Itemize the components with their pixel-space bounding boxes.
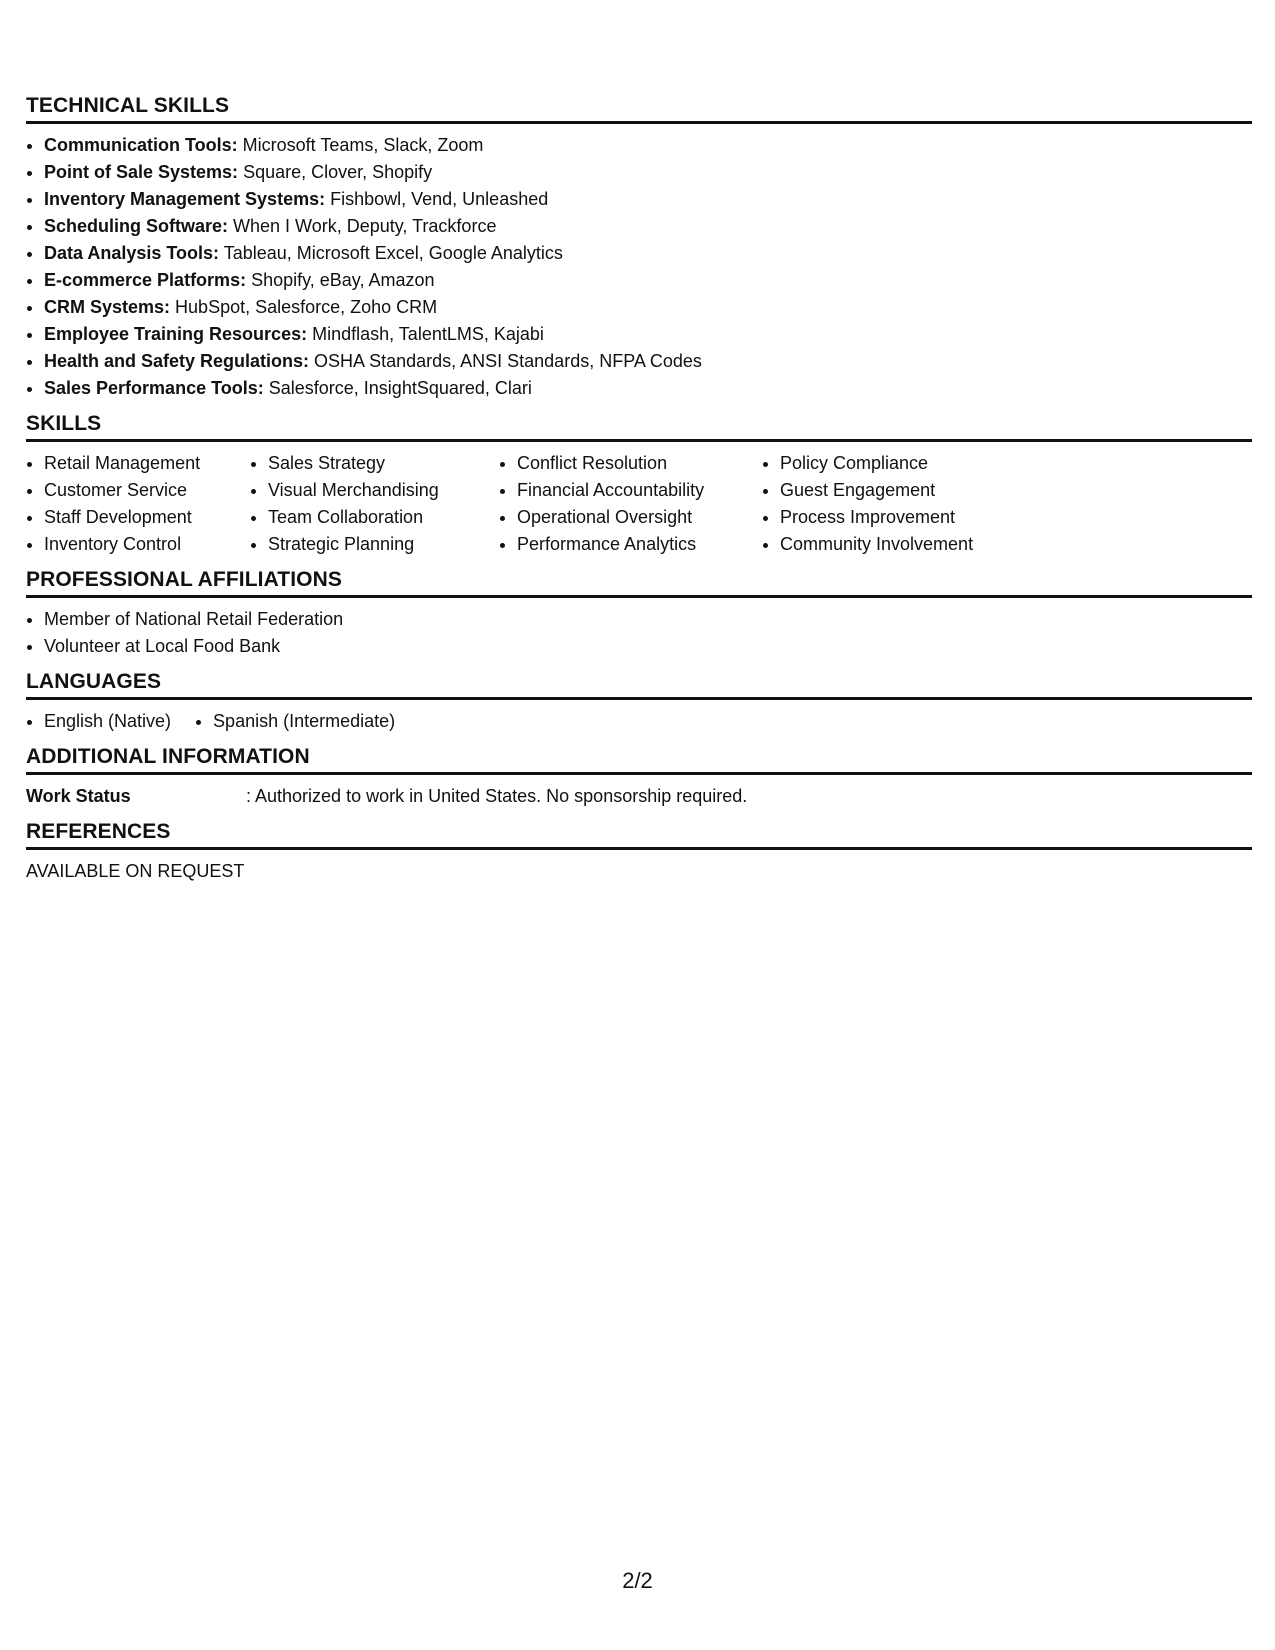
technical-skills-heading: TECHNICAL SKILLS — [26, 94, 1252, 124]
languages-row — [26, 708, 1252, 735]
language-item: • Spanish (Intermediate) — [213, 708, 395, 735]
skill-item: • Policy Compliance — [780, 450, 1010, 477]
work-status-label: Work Status — [26, 786, 131, 806]
skills-column-2 — [250, 450, 475, 558]
skill-item: • Inventory Control — [44, 531, 226, 558]
languages-list-2 — [195, 708, 395, 735]
skill-item: • Team Collaboration — [268, 504, 475, 531]
skills-section — [26, 412, 1252, 558]
skill-item: • Sales Strategy — [268, 450, 475, 477]
skill-item: • Staff Development — [44, 504, 226, 531]
work-status-row — [26, 783, 1252, 810]
page-indicator: 2/2 — [622, 1568, 653, 1593]
references-heading: REFERENCES — [26, 820, 1252, 850]
additional-info-heading: ADDITIONAL INFORMATION — [26, 745, 1252, 775]
languages-heading: LANGUAGES — [26, 670, 1252, 700]
skill-item: • Guest Engagement — [780, 477, 1010, 504]
skill-item: • Conflict Resolution — [517, 450, 738, 477]
skills-grid — [26, 450, 1252, 558]
skill-item: • Strategic Planning — [268, 531, 475, 558]
affiliations-section — [26, 568, 1252, 660]
technical-skill-item: • Data Analysis Tools: Tableau, Microsoft Excel, Google Analytics — [44, 240, 1252, 267]
technical-skill-item: • E-commerce Platforms: Shopify, eBay, Amazon — [44, 267, 1252, 294]
skill-item: • Operational Oversight — [517, 504, 738, 531]
technical-skill-item: • CRM Systems: HubSpot, Salesforce, Zoho CRM — [44, 294, 1252, 321]
skills-column-1 — [26, 450, 226, 558]
technical-skills-section — [26, 94, 1252, 402]
affiliation-item: • Member of National Retail Federation — [44, 606, 1252, 633]
skill-item: • Performance Analytics — [517, 531, 738, 558]
skills-heading: SKILLS — [26, 412, 1252, 442]
technical-skills-list — [26, 132, 1252, 402]
work-status-value: : Authorized to work in United States. No sponsorship required. — [246, 786, 748, 806]
skill-item: • Customer Service — [44, 477, 226, 504]
technical-skill-item: • Scheduling Software: When I Work, Deputy, Trackforce — [44, 213, 1252, 240]
skill-item: • Process Improvement — [780, 504, 1010, 531]
language-item: • English (Native) — [44, 708, 171, 735]
skill-item: • Visual Merchandising — [268, 477, 475, 504]
languages-list-1 — [26, 708, 171, 735]
skill-item: • Community Involvement — [780, 531, 1010, 558]
affiliations-heading: PROFESSIONAL AFFILIATIONS — [26, 568, 1252, 598]
affiliation-item: • Volunteer at Local Food Bank — [44, 633, 1252, 660]
technical-skill-item: • Health and Safety Regulations: OSHA Standards, ANSI Standards, NFPA Codes — [44, 348, 1252, 375]
references-text: AVAILABLE ON REQUEST — [26, 861, 245, 881]
skills-column-4 — [762, 450, 1010, 558]
skill-item: • Retail Management — [44, 450, 226, 477]
technical-skill-item: • Inventory Management Systems: Fishbowl, Vend, Unleashed — [44, 186, 1252, 213]
languages-section — [26, 670, 1252, 735]
technical-skill-item: • Point of Sale Systems: Square, Clover, Shopify — [44, 159, 1252, 186]
affiliations-list — [26, 606, 1252, 660]
skill-item: • Financial Accountability — [517, 477, 738, 504]
technical-skill-item: • Employee Training Resources: Mindflash, TalentLMS, Kajabi — [44, 321, 1252, 348]
resume-page — [26, 94, 1252, 895]
references-section — [26, 820, 1252, 885]
skills-column-3 — [499, 450, 738, 558]
technical-skill-item: • Communication Tools: Microsoft Teams, Slack, Zoom — [44, 132, 1252, 159]
additional-info-section — [26, 745, 1252, 810]
technical-skill-item: • Sales Performance Tools: Salesforce, InsightSquared, Clari — [44, 375, 1252, 402]
